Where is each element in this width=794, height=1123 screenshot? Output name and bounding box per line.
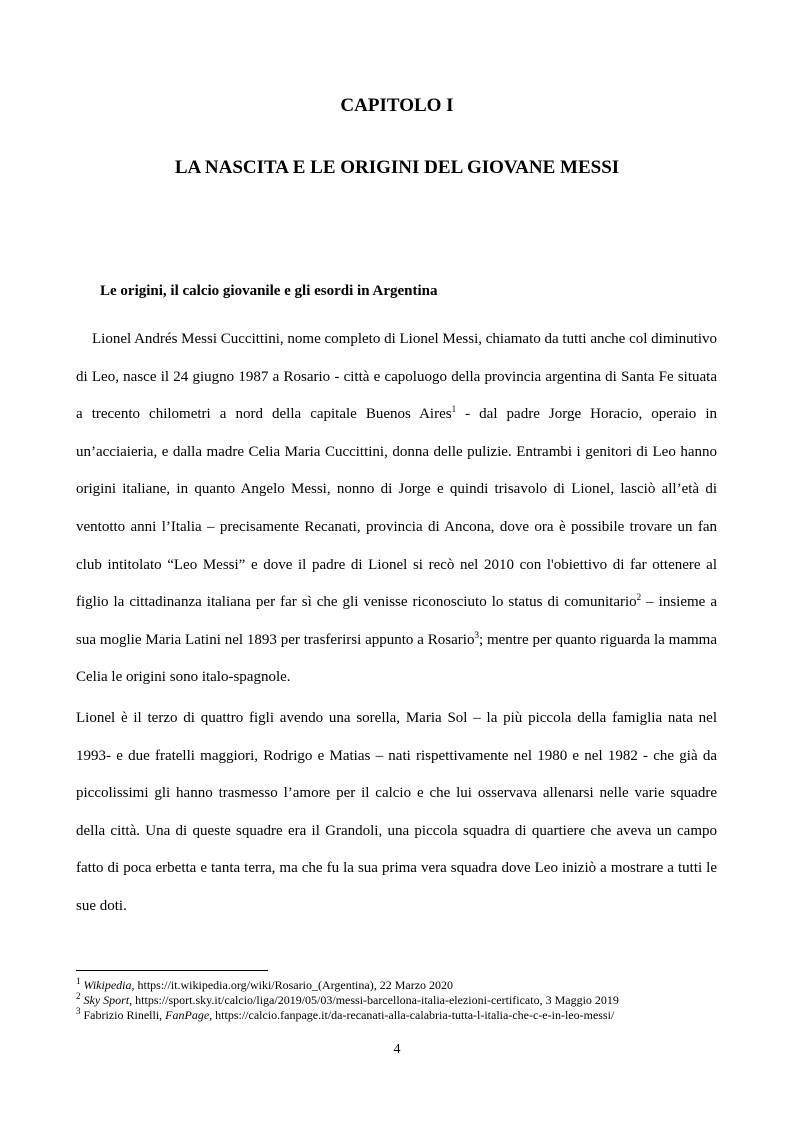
section-heading: Le origini, il calcio giovanile e gli esordi in Argentina bbox=[100, 283, 438, 299]
paragraph-text: – insieme a sua moglie Maria Latini nel 1893 per trasferirsi appunto a Rosario bbox=[76, 594, 717, 648]
paragraph-text: ; mentre per quanto riguarda la mamma Celia le origini sono italo-spagnole. bbox=[76, 631, 717, 686]
footnote-marker: 1 bbox=[76, 976, 81, 986]
chapter-label: CAPITOLO I bbox=[340, 95, 454, 116]
footnote-source: Wikipedia bbox=[83, 978, 132, 992]
footnote-text: , https://sport.sky.it/calcio/liga/2019/05/03/messi-barcellona-italia-elezioni-certificato, 3 Maggio 2019 bbox=[129, 993, 619, 1007]
footnote-ref-2[interactable]: 2 bbox=[636, 592, 642, 603]
footnote-source: FanPage bbox=[165, 1008, 210, 1022]
page-number: 4 bbox=[393, 1042, 401, 1057]
footnote-author: Fabrizio Rinelli, bbox=[83, 1008, 166, 1022]
paragraph-text: - dal padre Jorge Horacio, operaio in un’acciaieria, e dalla madre Celia Maria Cuccittini, donna delle pulizie. Entrambi i genitori di Leo hanno origini italiane, in quanto Angelo Messi, nonno di Jorge e quindi trisavolo di Lionel, lasciò all’età di ventotto anni l’Italia – precisamente Recanati, provincia di Ancona, dove ora è possibile trovare un fan club intitolato “Leo Messi” e dove il padre di Lionel si recò nel 2010 con l'obiettivo di far ottenere al figlio la cittadinanza italiana per far sì che gli venisse riconosciuto lo status di comunitario bbox=[76, 406, 717, 611]
body-paragraph: Lionel è il terzo di quattro figli avendo una sorella, Maria Sol – la più piccola della famiglia nata nel 1993- e due fratelli maggiori, Rodrigo e Matias – nati rispettivamente nel 1980 e nel 1982 - che già da piccolissimi gli hanno trasmesso l’amore per il calcio e che lui osservava allenarsi nelle varie squadre della città. Una di queste squadre era il Grandoli, una piccola squadra di quartiere che aveva un campo fatto di poca erbetta e tanta terra, ma che fu la sua prima vera squadra dove Leo iniziò a mostrare a tutti le sue doti. bbox=[76, 710, 717, 914]
body-paragraph bbox=[76, 321, 717, 697]
footnote bbox=[76, 993, 736, 1007]
footnote bbox=[76, 978, 736, 992]
footnote-marker: 3 bbox=[76, 1006, 81, 1016]
footnote-source: Sky Sport bbox=[83, 993, 130, 1007]
footnote-text: , https://calcio.fanpage.it/da-recanati-alla-calabria-tutta-l-italia-che-c-e-in-leo-messi/ bbox=[209, 1008, 615, 1022]
footnote bbox=[76, 1008, 736, 1022]
footnote-ref-1[interactable]: 1 bbox=[451, 404, 457, 415]
chapter-title: LA NASCITA E LE ORIGINI DEL GIOVANE MESSI bbox=[174, 157, 620, 178]
footnote-text: , https://it.wikipedia.org/wiki/Rosario_(Argentina), 22 Marzo 2020 bbox=[131, 978, 454, 992]
footnote-marker: 2 bbox=[76, 991, 81, 1001]
paragraph-text: Lionel Andrés Messi Cuccittini, nome completo di Lionel Messi, chiamato da tutti anche col diminutivo di Leo, nasce il 24 giugno 1987 a Rosario - città e capoluogo della provincia argentina di Santa Fe situata a trecento chilometri a nord della capitale Buenos Aires bbox=[76, 331, 717, 423]
footnote-ref-3[interactable]: 3 bbox=[474, 629, 479, 640]
footnote-separator bbox=[76, 970, 268, 971]
